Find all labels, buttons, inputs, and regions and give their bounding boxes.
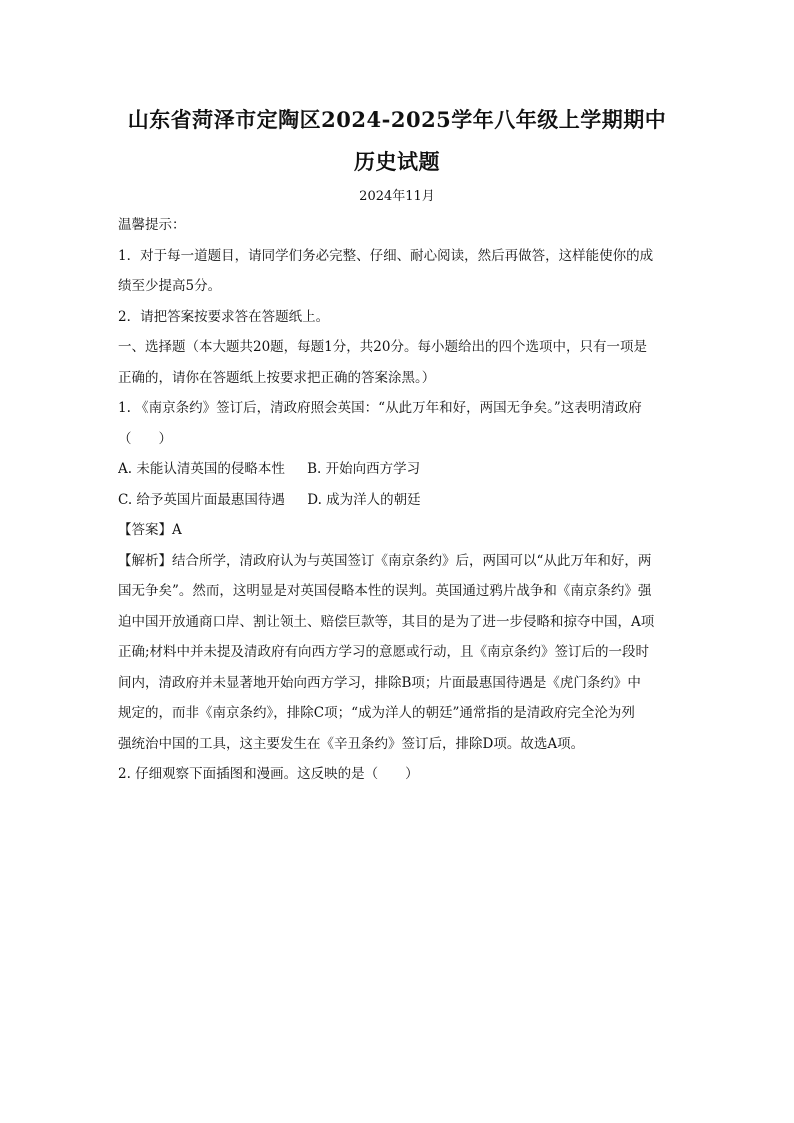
question-1-analysis-line-3: 迫中国开放通商口岸、割让领土、赔偿巨款等，其目的是为了进一步侵略和掠夺中国，A项	[118, 613, 655, 630]
document-date: 2024年11月	[359, 189, 435, 204]
question-1-options-row-1	[118, 454, 678, 485]
question-1-analysis-line-6: 规定的，而非《南京条约》，排除C项；“成为洋人的朝廷”通常指的是清政府完全沦为列	[118, 705, 635, 721]
tip-2: 2．请把答案按要求答在答题纸上。	[118, 308, 330, 325]
option-c: C. 给予英国片面最惠国待遇	[118, 491, 285, 508]
tips-heading: 温馨提示：	[118, 217, 186, 233]
document-title-line1: 山东省菏泽市定陶区2024-2025学年八年级上学期期中	[127, 107, 667, 132]
tip-1-line-2: 绩至少提高5分。	[118, 278, 222, 294]
tip-1-line-1: 1．对于每一道题目，请同学们务必完整、仔细、耐心阅读，然后再做答，这样能使你的成	[118, 247, 654, 264]
option-d: D. 成为洋人的朝廷	[307, 491, 421, 508]
option-b: B. 开始向西方学习	[307, 461, 421, 477]
tips-section	[118, 210, 678, 790]
question-1-stem-line-2: （ ）	[118, 430, 172, 447]
question-1-analysis-line-2: 国无争矣”。然而，这明显是对英国侵略本性的误判。英国通过鸦片战争和《南京条约》强	[118, 583, 652, 599]
question-1-answer: 【答案】A	[118, 522, 182, 538]
question-1-analysis-line-5: 间内，清政府并未显著地开始向西方学习，排除B项；片面最惠国待遇是《虎门条约》中	[118, 674, 641, 691]
question-1-analysis-line-7: 强统治中国的工具，这主要发生在《辛丑条约》签订后，排除D项。故选A项。	[118, 735, 585, 752]
question-1-analysis-line-4: 正确;材料中并未提及清政府有向西方学习的意愿或行动，且《南京条约》签订后的一段时	[118, 644, 650, 660]
section-1-intro-line-2: 正确的，请你在答题纸上按要求把正确的答案涂黑。）	[118, 369, 436, 386]
question-2-stem: 2. 仔细观察下面插图和漫画。这反映的是（ ）	[118, 766, 419, 782]
question-1-analysis-line-1: 【解析】结合所学，清政府认为与英国签订《南京条约》后，两国可以“从此万年和好，两	[118, 552, 652, 569]
document-title-line2: 历史试题	[354, 149, 440, 174]
section-1-intro-line-1: 一、选择题（本大题共20题，每题1分，共20分。每小题给出的四个选项中，只有一项是	[118, 339, 647, 355]
question-1-stem-line-1: 1. 《南京条约》签订后，清政府照会英国：“从此万年和好，两国无争矣。”这表明清政府	[118, 400, 642, 416]
question-1-options-row-2	[118, 485, 678, 516]
option-a: A. 未能认清英国的侵略本性	[118, 461, 285, 477]
